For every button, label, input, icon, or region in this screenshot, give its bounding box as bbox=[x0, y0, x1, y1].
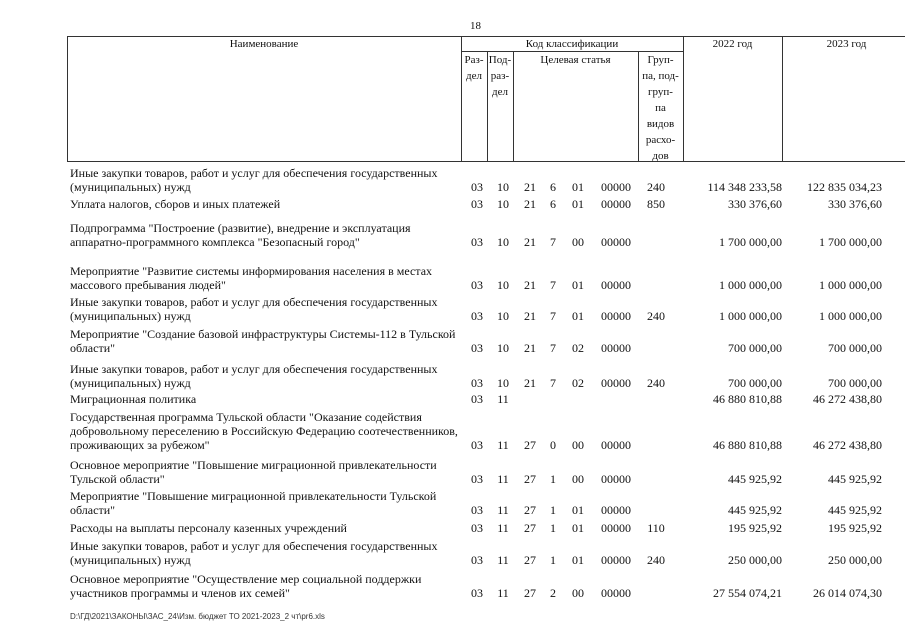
row-name: Расходы на выплаты персоналу казенных учреждений bbox=[70, 521, 347, 535]
row-subsection: 11 bbox=[497, 586, 509, 600]
row-name: Мероприятие "Развитие системы информирования населения в местах массового пребывания людей" bbox=[70, 264, 433, 292]
row-target-direction: 00000 bbox=[601, 553, 631, 567]
row-amount-2023: 330 376,60 bbox=[828, 197, 882, 211]
row-expense-type: 240 bbox=[647, 553, 665, 567]
row-target-direction: 00000 bbox=[601, 235, 631, 249]
row-amount-2022: 46 880 810,88 bbox=[713, 392, 782, 406]
row-amount-2022: 700 000,00 bbox=[728, 376, 782, 390]
row-target-program: 27 bbox=[524, 586, 536, 600]
row-target-event: 00 bbox=[572, 586, 584, 600]
row-subsection: 11 bbox=[497, 438, 509, 452]
row-target-direction: 00000 bbox=[601, 521, 631, 535]
row-target-program: 21 bbox=[524, 376, 536, 390]
row-target-program: 27 bbox=[524, 438, 536, 452]
row-amount-2023: 250 000,00 bbox=[828, 553, 882, 567]
row-amount-2023: 46 272 438,80 bbox=[813, 392, 882, 406]
row-name: Мероприятие "Создание базовой инфраструктуры Системы-112 в Тульской области" bbox=[70, 327, 456, 355]
header-section: Раз- дел bbox=[464, 54, 484, 82]
row-amount-2023: 445 925,92 bbox=[828, 503, 882, 517]
header-code-group: Код классификации bbox=[525, 38, 619, 50]
row-subsection: 10 bbox=[497, 376, 509, 390]
row-subsection: 11 bbox=[497, 553, 509, 567]
row-target-direction: 00000 bbox=[601, 309, 631, 323]
row-amount-2022: 445 925,92 bbox=[728, 503, 782, 517]
row-subsection: 10 bbox=[497, 309, 509, 323]
row-target-subprogram: 1 bbox=[550, 503, 556, 517]
row-amount-2022: 1 700 000,00 bbox=[719, 235, 782, 249]
row-expense-type: 110 bbox=[647, 521, 665, 535]
row-target-subprogram: 2 bbox=[550, 586, 556, 600]
row-section: 03 bbox=[471, 392, 483, 406]
row-target-subprogram: 7 bbox=[550, 278, 556, 292]
row-target-event: 01 bbox=[572, 521, 584, 535]
row-target-event: 02 bbox=[572, 376, 584, 390]
row-target-program: 27 bbox=[524, 553, 536, 567]
row-target-direction: 00000 bbox=[601, 376, 631, 390]
row-name: Миграционная политика bbox=[70, 392, 197, 406]
row-target-subprogram: 1 bbox=[550, 553, 556, 567]
row-target-event: 01 bbox=[572, 309, 584, 323]
row-section: 03 bbox=[471, 278, 483, 292]
row-expense-type: 240 bbox=[647, 309, 665, 323]
row-subsection: 10 bbox=[497, 235, 509, 249]
row-target-direction: 00000 bbox=[601, 586, 631, 600]
header-name: Наименование bbox=[229, 38, 299, 50]
row-expense-type: 850 bbox=[647, 197, 665, 211]
row-target-event: 01 bbox=[572, 553, 584, 567]
row-name: Основное мероприятие "Повышение миграционной привлекательности Тульской области" bbox=[70, 458, 437, 486]
row-amount-2022: 195 925,92 bbox=[728, 521, 782, 535]
row-section: 03 bbox=[471, 472, 483, 486]
row-amount-2022: 250 000,00 bbox=[728, 553, 782, 567]
row-name: Государственная программа Тульской области "Оказание содействия добровольному переселению в Российскую Федерацию соотечественников, проживающих за рубежом" bbox=[70, 410, 458, 452]
row-section: 03 bbox=[471, 180, 483, 194]
row-amount-2023: 46 272 438,80 bbox=[813, 438, 882, 452]
row-subsection: 10 bbox=[497, 180, 509, 194]
row-section: 03 bbox=[471, 197, 483, 211]
row-target-direction: 00000 bbox=[601, 438, 631, 452]
row-amount-2023: 1 000 000,00 bbox=[819, 278, 882, 292]
row-target-program: 21 bbox=[524, 341, 536, 355]
row-expense-type: 240 bbox=[647, 376, 665, 390]
header-year-2022: 2022 год bbox=[712, 38, 753, 50]
row-section: 03 bbox=[471, 503, 483, 517]
table-row bbox=[0, 362, 905, 390]
row-name: Мероприятие "Повышение миграционной привлекательности Тульской области" bbox=[70, 489, 437, 517]
row-target-direction: 00000 bbox=[601, 180, 631, 194]
table-row bbox=[0, 539, 905, 567]
table-row bbox=[0, 166, 905, 194]
row-expense-type: 240 bbox=[647, 180, 665, 194]
row-name: Подпрограмма "Построение (развитие), внедрение и эксплуатация аппаратно-программного комплекса "Безопасный город" bbox=[70, 221, 411, 249]
row-target-program: 21 bbox=[524, 180, 536, 194]
row-subsection: 11 bbox=[497, 392, 509, 406]
row-name: Иные закупки товаров, работ и услуг для обеспечения государственных (муниципальных) нужд bbox=[70, 295, 438, 323]
table-row bbox=[0, 221, 905, 249]
row-target-subprogram: 6 bbox=[550, 197, 556, 211]
row-target-subprogram: 7 bbox=[550, 235, 556, 249]
row-subsection: 10 bbox=[497, 278, 509, 292]
row-target-program: 27 bbox=[524, 472, 536, 486]
row-section: 03 bbox=[471, 376, 483, 390]
row-section: 03 bbox=[471, 438, 483, 452]
row-amount-2022: 27 554 074,21 bbox=[713, 586, 782, 600]
row-target-event: 01 bbox=[572, 180, 584, 194]
row-amount-2022: 445 925,92 bbox=[728, 472, 782, 486]
header-expense-group: Груп- па, под- груп- па видов расхо- дов bbox=[642, 54, 679, 162]
table-row bbox=[0, 521, 905, 535]
row-target-subprogram: 6 bbox=[550, 180, 556, 194]
row-amount-2023: 1 700 000,00 bbox=[819, 235, 882, 249]
table-row bbox=[0, 392, 905, 406]
page-number: 18 bbox=[470, 20, 481, 32]
row-name: Основное мероприятие "Осуществление мер социальной поддержки участников программы и членов их семей" bbox=[70, 572, 422, 600]
row-amount-2022: 114 348 233,58 bbox=[707, 180, 782, 194]
row-amount-2023: 195 925,92 bbox=[828, 521, 882, 535]
row-amount-2023: 700 000,00 bbox=[828, 341, 882, 355]
row-section: 03 bbox=[471, 553, 483, 567]
row-target-event: 00 bbox=[572, 472, 584, 486]
row-target-subprogram: 0 bbox=[550, 438, 556, 452]
row-target-subprogram: 7 bbox=[550, 341, 556, 355]
row-target-program: 21 bbox=[524, 197, 536, 211]
row-target-event: 01 bbox=[572, 503, 584, 517]
table-row bbox=[0, 264, 905, 292]
row-amount-2023: 1 000 000,00 bbox=[819, 309, 882, 323]
table-row bbox=[0, 572, 905, 600]
row-name: Иные закупки товаров, работ и услуг для обеспечения государственных (муниципальных) нужд bbox=[70, 166, 438, 194]
row-target-event: 01 bbox=[572, 197, 584, 211]
row-amount-2022: 1 000 000,00 bbox=[719, 278, 782, 292]
row-section: 03 bbox=[471, 586, 483, 600]
row-target-subprogram: 7 bbox=[550, 309, 556, 323]
table-row bbox=[0, 295, 905, 323]
row-target-direction: 00000 bbox=[601, 278, 631, 292]
row-target-direction: 00000 bbox=[601, 197, 631, 211]
row-target-event: 00 bbox=[572, 235, 584, 249]
row-amount-2023: 26 014 074,30 bbox=[813, 586, 882, 600]
row-subsection: 10 bbox=[497, 197, 509, 211]
row-target-direction: 00000 bbox=[601, 472, 631, 486]
header-year-2023: 2023 год bbox=[826, 38, 867, 50]
row-subsection: 11 bbox=[497, 503, 509, 517]
row-amount-2022: 330 376,60 bbox=[728, 197, 782, 211]
row-target-direction: 00000 bbox=[601, 341, 631, 355]
header-target-article: Целевая статья bbox=[540, 54, 611, 66]
row-target-program: 21 bbox=[524, 278, 536, 292]
row-target-direction: 00000 bbox=[601, 503, 631, 517]
row-target-program: 21 bbox=[524, 309, 536, 323]
row-target-subprogram: 1 bbox=[550, 521, 556, 535]
row-target-program: 27 bbox=[524, 521, 536, 535]
row-amount-2023: 445 925,92 bbox=[828, 472, 882, 486]
row-subsection: 11 bbox=[497, 472, 509, 486]
table-row bbox=[0, 410, 905, 452]
row-amount-2023: 122 835 034,23 bbox=[807, 180, 882, 194]
row-target-event: 02 bbox=[572, 341, 584, 355]
row-name: Иные закупки товаров, работ и услуг для обеспечения государственных (муниципальных) нужд bbox=[70, 362, 438, 390]
table-row bbox=[0, 489, 905, 517]
row-section: 03 bbox=[471, 309, 483, 323]
row-section: 03 bbox=[471, 521, 483, 535]
row-section: 03 bbox=[471, 235, 483, 249]
table-row bbox=[0, 197, 905, 211]
row-target-event: 01 bbox=[572, 278, 584, 292]
row-target-program: 21 bbox=[524, 235, 536, 249]
row-amount-2022: 700 000,00 bbox=[728, 341, 782, 355]
row-subsection: 11 bbox=[497, 521, 509, 535]
row-target-program: 27 bbox=[524, 503, 536, 517]
row-target-subprogram: 7 bbox=[550, 376, 556, 390]
row-amount-2022: 46 880 810,88 bbox=[713, 438, 782, 452]
row-name: Уплата налогов, сборов и иных платежей bbox=[70, 197, 281, 211]
file-path-footer: D:\ГД\2021\ЗАКОНЫ\ЗАС_24\Изм. бюджет ТО 2021-2023_2 чт\pr6.xls bbox=[70, 612, 325, 621]
row-amount-2022: 1 000 000,00 bbox=[719, 309, 782, 323]
row-target-event: 00 bbox=[572, 438, 584, 452]
row-section: 03 bbox=[471, 341, 483, 355]
row-subsection: 10 bbox=[497, 341, 509, 355]
row-amount-2023: 700 000,00 bbox=[828, 376, 882, 390]
row-name: Иные закупки товаров, работ и услуг для обеспечения государственных (муниципальных) нужд bbox=[70, 539, 438, 567]
row-target-subprogram: 1 bbox=[550, 472, 556, 486]
table-row bbox=[0, 327, 905, 355]
header-subsection: Под- раз- дел bbox=[488, 54, 512, 98]
table-row bbox=[0, 458, 905, 486]
